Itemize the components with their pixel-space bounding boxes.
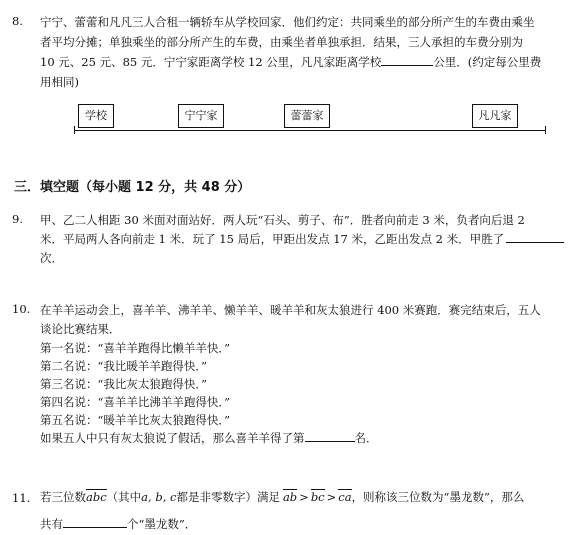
- route-tick: [545, 126, 546, 134]
- answer-blank[interactable]: [63, 516, 127, 528]
- overlined-number-bc: bc: [310, 490, 325, 504]
- question-text-line: [40, 231, 564, 247]
- question-text: 都是非零数字）满足: [176, 490, 280, 504]
- question-text-line: 在羊羊运动会上，喜羊羊、沸羊羊、懒羊羊、暖羊羊和灰太狼进行 400 米赛跑．赛完结束后，五人: [40, 303, 541, 317]
- question-text: 名．: [354, 431, 378, 445]
- question-text: 共有: [40, 517, 63, 531]
- question-text: ，则称该三位数为“墨龙数”，那么: [351, 490, 525, 504]
- greater-than-sign: >: [326, 490, 337, 504]
- question-text-line: 甲、乙二人相距 30 米面对面站好．两人玩“石头、剪子、布”．胜者向前走 3 米，负者向后退 2: [40, 213, 525, 227]
- place-ningning-home: 宁宁家: [178, 104, 224, 128]
- question-text-line: [40, 516, 196, 532]
- question-text-line: 次．: [40, 251, 63, 265]
- answer-blank[interactable]: [506, 231, 564, 243]
- route-tick: [74, 126, 75, 134]
- question-text-line: [40, 54, 541, 70]
- question-text: 若三位数: [40, 490, 86, 504]
- question-text: 如果五人中只有灰太狼说了假话，那么喜羊羊得了第: [40, 431, 305, 445]
- question-number: 11.: [12, 491, 31, 505]
- question-text-line: [40, 430, 378, 446]
- question-text: 米．平局两人各向前走 1 米．玩了 15 局后，甲距出发点 17 米，乙距出发点 2 米．甲胜了: [40, 232, 505, 246]
- place-school: 学校: [78, 104, 114, 128]
- statement: 第二名说：“我比暖羊羊跑得快．”: [40, 359, 208, 373]
- question-text-line: [40, 489, 524, 505]
- statement: 第一名说：“喜羊羊跑得比懒羊羊快．”: [40, 341, 231, 355]
- statement: 第四名说：“喜羊羊比沸羊羊跑得快．”: [40, 395, 231, 409]
- place-leilei-home: 蕾蕾家: [284, 104, 330, 128]
- overlined-number-abc: abc: [86, 490, 107, 504]
- route-line: [74, 130, 546, 131]
- question-text-line: 谈论比赛结果．: [40, 322, 121, 336]
- question-text: 公里．(约定每公里费: [433, 55, 542, 69]
- question-text: 10 元、25 元、85 元．宁宁家距离学校 12 公里，凡凡家距离学校: [40, 55, 382, 69]
- question-number: 8.: [12, 14, 23, 28]
- statement: 第五名说：“暖羊羊比灰太狼跑得快．”: [40, 413, 231, 427]
- answer-blank[interactable]: [305, 430, 355, 442]
- question-text: （其中: [106, 490, 142, 504]
- answer-blank[interactable]: [381, 54, 433, 66]
- question-text: 个“墨龙数”．: [127, 517, 197, 531]
- statement: 第三名说：“我比灰太狼跑得快．”: [40, 377, 208, 391]
- question-number: 9.: [12, 212, 23, 226]
- place-fanfan-home: 凡凡家: [472, 104, 518, 128]
- question-text-line: 用相同): [40, 75, 79, 89]
- overlined-number-ab: ab: [282, 490, 298, 504]
- question-text-line: 宁宁、蕾蕾和凡凡三人合租一辆轿车从学校回家．他们约定：共同乘坐的部分所产生的车费由乘坐: [40, 15, 535, 29]
- overlined-number-ca: ca: [338, 490, 352, 504]
- section-heading: 三．填空题（每小题 12 分，共 48 分）: [14, 180, 251, 195]
- question-text-line: 者平均分摊；单独乘坐的部分所产生的车费，由乘坐者单独承担．结果，三人承担的车费分别为: [40, 35, 523, 49]
- greater-than-sign: >: [299, 490, 309, 504]
- question-number: 10.: [12, 302, 31, 316]
- math-variables: a, b, c: [141, 490, 177, 504]
